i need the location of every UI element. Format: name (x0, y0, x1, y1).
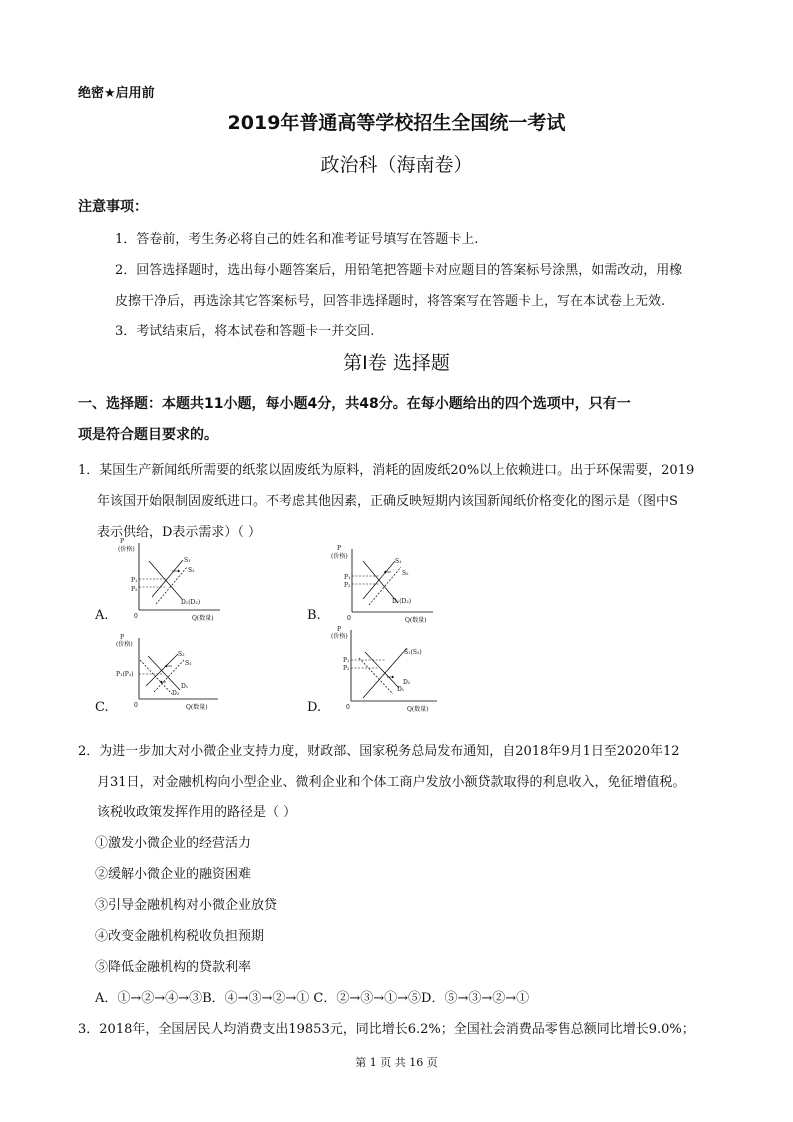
graph-b-q-axis: Q(数量) (405, 617, 427, 624)
part-heading-line-2: 项是符合题目要求的。 (78, 427, 218, 443)
graph-d-p1: P₁ (343, 657, 350, 664)
graph-c-origin: 0 (134, 702, 138, 709)
graph-d-p-axis: P (337, 626, 342, 633)
q2-item-1: ①激发小微企业的经营活力 (95, 836, 252, 851)
q2-item-5: ⑤降低金融机构的贷款利率 (95, 960, 252, 975)
q2-stem-line-1: 2．为进一步加大对小微企业支持力度，财政部、国家税务总局发布通知，自2018年9月1日至2020年12 (78, 744, 680, 759)
graph-c-s1: S₁ (185, 660, 192, 667)
q1-graph-d (325, 622, 450, 714)
graph-c-d2: D₂ (172, 690, 180, 697)
graph-c-p1: P₁(P₂) (116, 671, 134, 678)
part-heading-line-1: 一、选择题：本题共11小题，每小题4分，共48分。在每小题给出的四个选项中，只有一 (78, 396, 631, 412)
graph-b-p-unit: (价格) (331, 553, 348, 560)
notice-item-1: 1．答卷前，考生务必将自己的姓名和准考证号填写在答题卡上. (115, 232, 479, 247)
q3-stem-line-1: 3．2018年，全国居民人均消费支出19853元，同比增长6.2%；全国社会消费品零售总额同比增长9.0%； (78, 1022, 695, 1037)
q1-option-c-label: C. (95, 700, 109, 715)
graph-a-p-axis: P (120, 538, 125, 545)
q1-graph-b (325, 543, 445, 628)
graph-a-p1: P₁ (131, 577, 138, 584)
exam-subtitle: 政治科（海南卷） (320, 154, 473, 176)
exam-title: 2019年普通高等学校招生全国统一考试 (227, 112, 566, 134)
notice-heading: 注意事项： (78, 199, 148, 215)
q2-item-3: ③引导金融机构对小微企业放贷 (95, 898, 278, 913)
q1-stem-line-1: 1．某国生产新闻纸所需要的纸浆以固废纸为原料，消耗的固废纸20%以上依赖进口。出于环保需要，2019 (78, 463, 695, 478)
q1-option-d-label: D. (307, 700, 322, 715)
graph-b-p2: P₂ (344, 582, 351, 589)
q1-option-b-label: B. (307, 608, 321, 623)
graph-c-p-axis: P (120, 634, 125, 641)
graph-a-d: D₁(D₂) (181, 599, 201, 606)
q1-option-a-label: A. (95, 608, 109, 623)
graph-a-p-unit: (价格) (118, 546, 135, 553)
graph-b-p-axis: P (337, 545, 342, 552)
graph-b-origin: 0 (347, 615, 351, 622)
graph-a-q-axis: Q(数量) (192, 615, 214, 622)
graph-a-s1: S₁ (184, 557, 191, 564)
graph-d-p-unit: (价格) (331, 633, 348, 640)
graph-a-origin: 0 (134, 613, 138, 620)
graph-d-origin: 0 (346, 704, 350, 711)
notice-item-2-line-2: 皮擦干净后，再选涂其它答案标号，回答非选择题时，将答案写在答题卡上，写在本试卷上无效. (115, 294, 666, 309)
graph-a-s2: S₂ (188, 567, 195, 574)
graph-b-s1: S₁ (395, 558, 402, 565)
notice-item-2-line-1: 2．回答选择题时，选出每小题答案后，用铅笔把答题卡对应题目的答案标号涂黑，如需改动，用橡 (115, 263, 683, 278)
q2-stem-line-3: 该税收政策发挥作用的路径是（ ） (97, 805, 297, 820)
q1-stem-line-3: 表示供给，D表示需求）（ ） (97, 525, 262, 540)
q1-graph-c (110, 630, 230, 715)
notice-item-3: 3．考试结束后，将本试卷和答题卡一并交回. (115, 324, 375, 339)
graph-b-d: D₁(D₂) (392, 598, 412, 605)
graph-c-p-unit: (价格) (116, 641, 133, 648)
q2-stem-line-2: 月31日，对金融机构向小型企业、微利企业和个体工商户发放小额贷款取得的利息收入，免征增值税。 (97, 775, 686, 790)
q1-graph-a (112, 535, 232, 625)
graph-d-s: S₁(S₂) (404, 649, 422, 656)
graph-b-p1: P₁ (344, 574, 351, 581)
graph-d-q-axis: Q(数量) (407, 706, 429, 713)
graph-d-d2: D₂ (403, 679, 411, 686)
graph-d-d1: D₁ (397, 686, 405, 693)
graph-d-p2: P₂ (343, 665, 350, 672)
graph-b-s2: S₂ (402, 570, 409, 577)
page-footer: 第 1 页 共 16 页 (355, 1056, 438, 1069)
secret-label: 绝密★启用前 (78, 86, 155, 101)
q1-stem-line-2: 年该国开始限制固废纸进口。不考虑其他因素，正确反映短期内该国新闻纸价格变化的图示是（图中S (97, 494, 678, 509)
graph-c-d1: D₁ (181, 683, 189, 690)
section-title: 第Ⅰ卷 选择题 (343, 352, 450, 374)
q2-item-2: ②缓解小微企业的融资困难 (95, 867, 252, 882)
graph-c-q-axis: Q(数量) (186, 704, 208, 711)
q2-item-4: ④改变金融机构税收负担预期 (95, 929, 265, 944)
graph-a-p2: P₂ (131, 586, 138, 593)
q2-answer-options: A．①→②→④→③B．④→③→②→① C．②→③→①→⑤D．⑤→③→②→① (95, 991, 530, 1006)
graph-c-s2: S₂ (178, 651, 185, 658)
